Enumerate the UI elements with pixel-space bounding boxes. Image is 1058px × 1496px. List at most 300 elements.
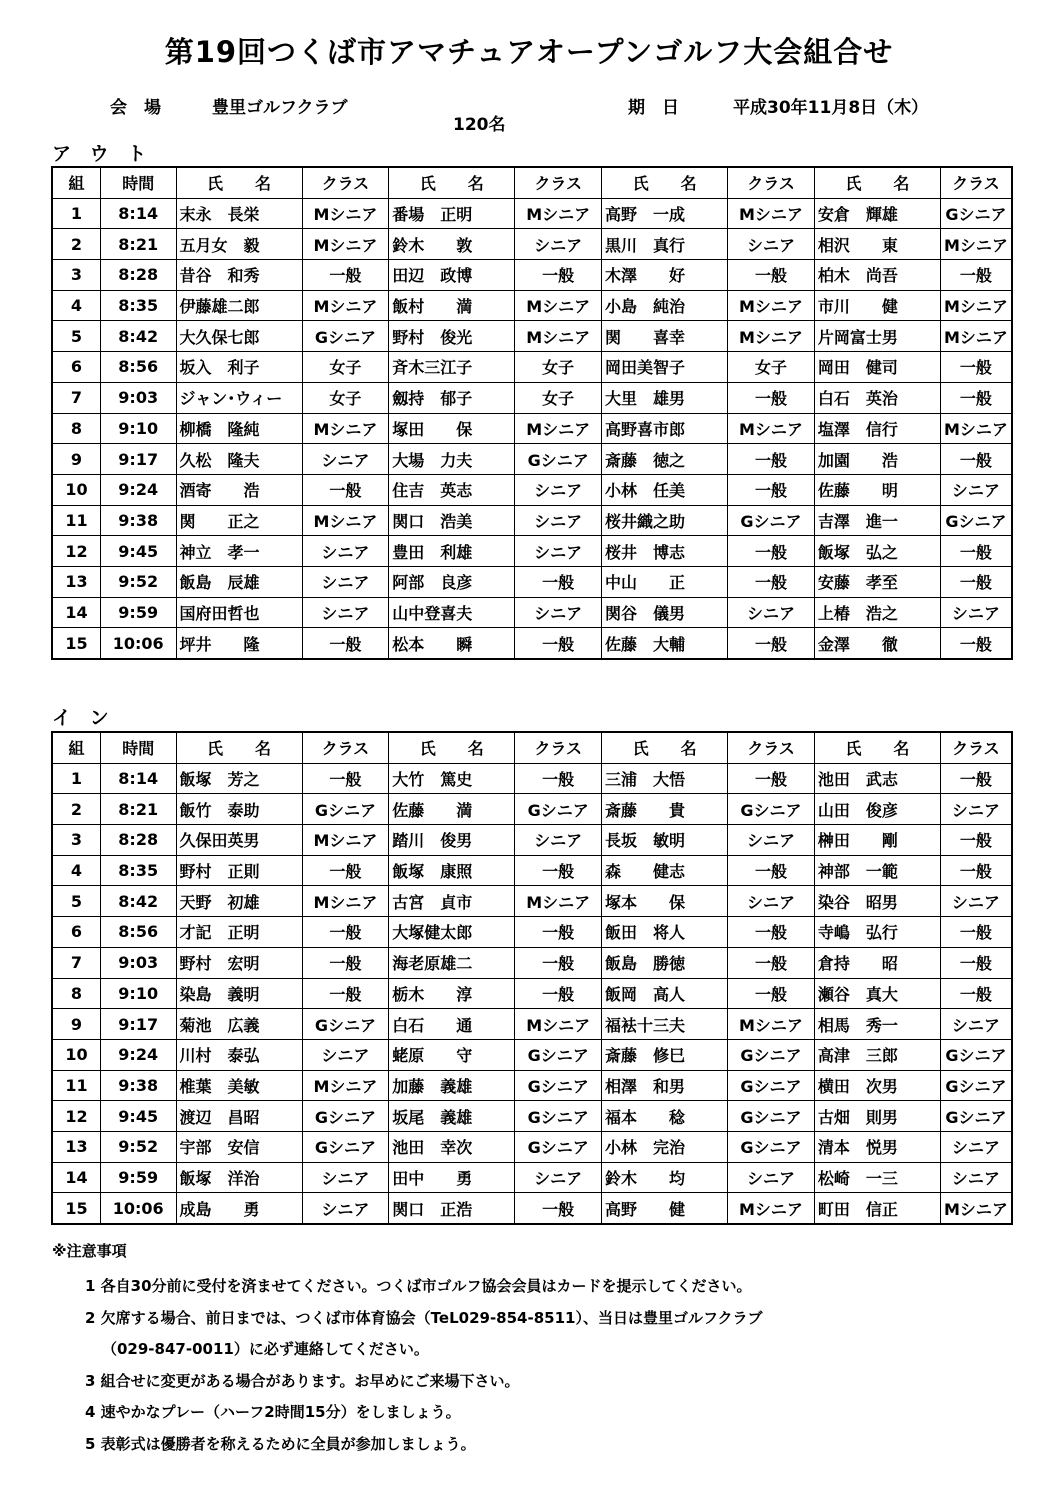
table-row	[52, 505, 1012, 536]
player-name: 神部 一範	[814, 855, 940, 886]
player-class: シニア	[302, 1193, 389, 1224]
player-name: 伊藤雄二郎	[176, 290, 302, 321]
player-class: 一般	[940, 825, 1012, 856]
player-name: 蛯原 守	[389, 1039, 515, 1070]
player-name: 宇部 安信	[176, 1131, 302, 1162]
player-class: Gシニア	[302, 1101, 389, 1132]
column-header: 氏 名	[389, 732, 515, 763]
group-number: 5	[52, 886, 100, 917]
player-class: 一般	[940, 978, 1012, 1009]
note-item: 5 表彰式は優勝者を称えるために全員が参加しましょう。	[85, 1434, 476, 1453]
player-class: Mシニア	[940, 229, 1012, 260]
player-class: シニア	[302, 536, 389, 567]
player-name: 飯田 将人	[602, 917, 728, 948]
column-header: クラス	[302, 732, 389, 763]
player-name: 五月女 毅	[176, 229, 302, 260]
player-name: 飯塚 洋治	[176, 1162, 302, 1193]
player-class: シニア	[515, 825, 602, 856]
player-name: 坪井 隆	[176, 628, 302, 659]
column-header: 組	[52, 167, 100, 198]
table-row	[52, 947, 1012, 978]
player-name: 野村 正則	[176, 855, 302, 886]
player-name: 中山 正	[602, 566, 728, 597]
column-header: 氏 名	[602, 167, 728, 198]
tee-time: 8:14	[100, 198, 176, 229]
player-class: 一般	[302, 917, 389, 948]
player-name: 松本 瞬	[389, 628, 515, 659]
player-class: シニア	[515, 229, 602, 260]
player-name: 斎藤 徳之	[602, 444, 728, 475]
group-number: 7	[52, 947, 100, 978]
player-class: Mシニア	[302, 290, 389, 321]
out-pairing-table	[51, 166, 1013, 660]
player-class: 一般	[515, 763, 602, 794]
player-class: Mシニア	[302, 505, 389, 536]
player-class: Gシニア	[302, 794, 389, 825]
table-row	[52, 413, 1012, 444]
group-number: 15	[52, 1193, 100, 1224]
player-name: 酒寄 浩	[176, 474, 302, 505]
player-class: 女子	[302, 382, 389, 413]
tee-time: 9:10	[100, 978, 176, 1009]
tee-time: 8:28	[100, 260, 176, 291]
group-number: 5	[52, 321, 100, 352]
player-name: 森 健志	[602, 855, 728, 886]
column-header: 氏 名	[814, 732, 940, 763]
player-class: Gシニア	[515, 1039, 602, 1070]
group-number: 9	[52, 444, 100, 475]
player-class: Gシニア	[728, 1131, 815, 1162]
player-name: ジャン･ウィー	[176, 382, 302, 413]
player-name: 野村 俊光	[389, 321, 515, 352]
player-class: 一般	[515, 566, 602, 597]
player-name: 飯島 勝徳	[602, 947, 728, 978]
player-name: 小林 任美	[602, 474, 728, 505]
group-number: 13	[52, 566, 100, 597]
notes-list	[52, 1271, 1012, 1460]
player-name: 山田 俊彦	[814, 794, 940, 825]
player-class: シニア	[728, 825, 815, 856]
player-name: 染島 義明	[176, 978, 302, 1009]
table-row	[52, 290, 1012, 321]
player-name: 横田 次男	[814, 1070, 940, 1101]
player-class: 一般	[728, 628, 815, 659]
table-row	[52, 536, 1012, 567]
player-class: 一般	[302, 763, 389, 794]
tee-time: 9:52	[100, 566, 176, 597]
tee-time: 9:59	[100, 597, 176, 628]
player-class: Mシニア	[728, 1193, 815, 1224]
player-class: 一般	[515, 1193, 602, 1224]
column-header: 時間	[100, 732, 176, 763]
player-class: 女子	[302, 352, 389, 383]
player-class: シニア	[302, 444, 389, 475]
player-class: 一般	[728, 763, 815, 794]
column-header: クラス	[728, 732, 815, 763]
group-number: 3	[52, 825, 100, 856]
tee-time: 8:14	[100, 763, 176, 794]
player-class: 女子	[515, 382, 602, 413]
table-row	[52, 855, 1012, 886]
player-name: 関口 正浩	[389, 1193, 515, 1224]
event-date: 平成30年11月8日（木）	[733, 98, 929, 118]
player-class: シニア	[302, 566, 389, 597]
player-class: シニア	[728, 229, 815, 260]
player-class: 一般	[940, 855, 1012, 886]
table-row	[52, 886, 1012, 917]
player-class: シニア	[515, 597, 602, 628]
player-name: 古畑 則男	[814, 1101, 940, 1132]
table-row	[52, 352, 1012, 383]
table-row	[52, 1009, 1012, 1040]
player-class: Mシニア	[515, 413, 602, 444]
player-name: 松崎 一三	[814, 1162, 940, 1193]
group-number: 6	[52, 917, 100, 948]
player-class: Gシニア	[728, 1039, 815, 1070]
tee-time: 8:28	[100, 825, 176, 856]
group-number: 1	[52, 198, 100, 229]
player-name: 瀬谷 真大	[814, 978, 940, 1009]
player-class: 一般	[515, 917, 602, 948]
table-row	[52, 1193, 1012, 1224]
in-section-label: イ ン	[52, 707, 115, 729]
player-class: Mシニア	[940, 321, 1012, 352]
player-class: シニア	[302, 1039, 389, 1070]
column-header: 氏 名	[814, 167, 940, 198]
player-name: 相馬 秀一	[814, 1009, 940, 1040]
player-class: 一般	[940, 917, 1012, 948]
player-class: 一般	[940, 536, 1012, 567]
tee-time: 9:17	[100, 444, 176, 475]
player-class: Mシニア	[302, 886, 389, 917]
player-name: 飯岡 高人	[602, 978, 728, 1009]
player-name: 岡田美智子	[602, 352, 728, 383]
player-name: 池田 武志	[814, 763, 940, 794]
player-name: 高野喜市郎	[602, 413, 728, 444]
player-name: 三浦 大悟	[602, 763, 728, 794]
player-class: Mシニア	[515, 1009, 602, 1040]
player-name: 染谷 昭男	[814, 886, 940, 917]
player-name: 才記 正明	[176, 917, 302, 948]
player-class: シニア	[515, 474, 602, 505]
group-number: 2	[52, 794, 100, 825]
player-name: 安藤 孝至	[814, 566, 940, 597]
player-name: 末永 長栄	[176, 198, 302, 229]
group-number: 2	[52, 229, 100, 260]
table-row	[52, 1039, 1012, 1070]
table-row	[52, 382, 1012, 413]
player-name: 飯塚 康照	[389, 855, 515, 886]
player-class: 一般	[728, 855, 815, 886]
player-name: 安倉 輝雄	[814, 198, 940, 229]
player-class: Mシニア	[302, 198, 389, 229]
table-row	[52, 444, 1012, 475]
player-name: 加藤 義雄	[389, 1070, 515, 1101]
player-class: 一般	[515, 855, 602, 886]
player-class: シニア	[728, 597, 815, 628]
player-class: Mシニア	[728, 1009, 815, 1040]
player-name: 佐藤 満	[389, 794, 515, 825]
player-name: 番場 正明	[389, 198, 515, 229]
player-class: Mシニア	[940, 1193, 1012, 1224]
player-class: 一般	[940, 382, 1012, 413]
venue-label: 会 場	[110, 98, 161, 118]
table-row	[52, 917, 1012, 948]
group-number: 11	[52, 1070, 100, 1101]
player-name: 福袪十三夫	[602, 1009, 728, 1040]
player-class: シニア	[940, 474, 1012, 505]
player-name: 川村 泰弘	[176, 1039, 302, 1070]
player-class: シニア	[515, 505, 602, 536]
player-name: 斉木三江子	[389, 352, 515, 383]
player-class: 一般	[302, 855, 389, 886]
table-row	[52, 1131, 1012, 1162]
player-name: 海老原雄二	[389, 947, 515, 978]
player-name: 関口 浩美	[389, 505, 515, 536]
column-header: クラス	[940, 167, 1012, 198]
player-class: 一般	[728, 474, 815, 505]
tee-time: 9:03	[100, 382, 176, 413]
player-name: 吉澤 進一	[814, 505, 940, 536]
tee-time: 8:42	[100, 886, 176, 917]
player-class: 一般	[728, 260, 815, 291]
player-class: Mシニア	[302, 825, 389, 856]
player-name: 柳橋 隆純	[176, 413, 302, 444]
tee-time: 9:38	[100, 505, 176, 536]
player-name: 白石 英治	[814, 382, 940, 413]
player-name: 渡辺 昌昭	[176, 1101, 302, 1132]
player-class: シニア	[940, 794, 1012, 825]
column-header: 時間	[100, 167, 176, 198]
group-number: 10	[52, 1039, 100, 1070]
player-class: Gシニア	[515, 444, 602, 475]
player-name: 大久保七郎	[176, 321, 302, 352]
player-class: Mシニア	[302, 1070, 389, 1101]
tee-time: 10:06	[100, 1193, 176, 1224]
player-class: 一般	[302, 947, 389, 978]
column-header: クラス	[302, 167, 389, 198]
group-number: 8	[52, 413, 100, 444]
column-header: クラス	[515, 732, 602, 763]
player-class: 一般	[940, 566, 1012, 597]
player-name: 相澤 和男	[602, 1070, 728, 1101]
header-row	[52, 732, 1012, 763]
player-name: 高野 一成	[602, 198, 728, 229]
player-class: Gシニア	[728, 794, 815, 825]
player-class: Gシニア	[515, 794, 602, 825]
player-name: 阿部 良彦	[389, 566, 515, 597]
player-name: 古宮 貞市	[389, 886, 515, 917]
table-row	[52, 1162, 1012, 1193]
column-header: 氏 名	[176, 167, 302, 198]
player-class: 一般	[940, 628, 1012, 659]
player-name: 高野 健	[602, 1193, 728, 1224]
column-header: クラス	[728, 167, 815, 198]
column-header: クラス	[940, 732, 1012, 763]
tee-time: 9:45	[100, 536, 176, 567]
header-row	[52, 167, 1012, 198]
player-class: Gシニア	[940, 505, 1012, 536]
in-pairing-table	[51, 731, 1013, 1225]
player-class: Gシニア	[302, 1131, 389, 1162]
player-name: 桜井織之助	[602, 505, 728, 536]
player-class: 一般	[940, 444, 1012, 475]
player-class: シニア	[940, 886, 1012, 917]
player-name: 久保田英男	[176, 825, 302, 856]
player-name: 山中登喜夫	[389, 597, 515, 628]
participant-count: 120名	[453, 115, 506, 135]
player-class: 一般	[302, 628, 389, 659]
note-item: 2 欠席する場合、前日までは、つくば市体育協会（TeL029-854-8511）、当日は豊里ゴルフクラブ	[85, 1308, 763, 1327]
player-name: 加園 浩	[814, 444, 940, 475]
player-class: Gシニア	[302, 1009, 389, 1040]
tee-time: 9:24	[100, 474, 176, 505]
player-name: 関 喜幸	[602, 321, 728, 352]
player-class: シニア	[940, 1009, 1012, 1040]
player-name: 寺嶋 弘行	[814, 917, 940, 948]
player-name: 野村 宏明	[176, 947, 302, 978]
player-name: 国府田哲也	[176, 597, 302, 628]
player-class: シニア	[940, 1162, 1012, 1193]
notes-title: ※注意事項	[52, 1242, 127, 1260]
player-name: 塩澤 信行	[814, 413, 940, 444]
table-row	[52, 628, 1012, 659]
player-name: 坂入 利子	[176, 352, 302, 383]
player-name: 福本 稔	[602, 1101, 728, 1132]
group-number: 1	[52, 763, 100, 794]
player-class: 一般	[515, 947, 602, 978]
player-class: Mシニア	[728, 321, 815, 352]
tee-time: 9:17	[100, 1009, 176, 1040]
table-row	[52, 597, 1012, 628]
player-class: 一般	[515, 628, 602, 659]
player-class: Mシニア	[515, 290, 602, 321]
player-name: 椎葉 美敏	[176, 1070, 302, 1101]
group-number: 10	[52, 474, 100, 505]
player-name: 飯村 満	[389, 290, 515, 321]
column-header: 氏 名	[602, 732, 728, 763]
player-name: 成島 勇	[176, 1193, 302, 1224]
player-name: 塚田 保	[389, 413, 515, 444]
player-name: 倉持 昭	[814, 947, 940, 978]
group-number: 14	[52, 597, 100, 628]
group-number: 11	[52, 505, 100, 536]
player-class: 一般	[940, 763, 1012, 794]
player-class: シニア	[515, 1162, 602, 1193]
player-name: 塚本 保	[602, 886, 728, 917]
player-class: 一般	[728, 566, 815, 597]
tee-time: 9:38	[100, 1070, 176, 1101]
player-name: 関 正之	[176, 505, 302, 536]
player-class: Gシニア	[940, 1070, 1012, 1101]
table-row	[52, 566, 1012, 597]
player-class: シニア	[302, 1162, 389, 1193]
player-class: シニア	[302, 597, 389, 628]
player-name: 久松 隆夫	[176, 444, 302, 475]
player-class: 一般	[728, 536, 815, 567]
player-class: シニア	[940, 1131, 1012, 1162]
player-name: 関谷 儀男	[602, 597, 728, 628]
group-number: 15	[52, 628, 100, 659]
player-class: Gシニア	[728, 505, 815, 536]
player-name: 大塚健太郎	[389, 917, 515, 948]
table-row	[52, 763, 1012, 794]
group-number: 4	[52, 855, 100, 886]
player-class: シニア	[728, 1162, 815, 1193]
column-header: 氏 名	[389, 167, 515, 198]
player-class: Gシニア	[728, 1101, 815, 1132]
group-number: 4	[52, 290, 100, 321]
player-class: Gシニア	[940, 198, 1012, 229]
player-class: Mシニア	[515, 321, 602, 352]
column-header: クラス	[515, 167, 602, 198]
player-class: Gシニア	[728, 1070, 815, 1101]
player-class: シニア	[515, 536, 602, 567]
player-name: 昔谷 和秀	[176, 260, 302, 291]
player-name: 田中 勇	[389, 1162, 515, 1193]
player-name: 田辺 政博	[389, 260, 515, 291]
player-name: 高津 三郎	[814, 1039, 940, 1070]
group-number: 9	[52, 1009, 100, 1040]
player-name: 飯竹 泰助	[176, 794, 302, 825]
player-name: 相沢 東	[814, 229, 940, 260]
player-name: 佐藤 大輔	[602, 628, 728, 659]
player-name: 白石 通	[389, 1009, 515, 1040]
player-name: 飯塚 弘之	[814, 536, 940, 567]
player-name: 榊田 剛	[814, 825, 940, 856]
player-name: 木澤 好	[602, 260, 728, 291]
player-class: 女子	[728, 352, 815, 383]
player-class: 一般	[515, 260, 602, 291]
player-name: 豊田 利雄	[389, 536, 515, 567]
player-name: 長坂 敏明	[602, 825, 728, 856]
note-item: 3 組合せに変更がある場合があります。お早めにご来場下さい。	[85, 1371, 520, 1390]
player-name: 坂尾 義雄	[389, 1101, 515, 1132]
player-class: Mシニア	[728, 413, 815, 444]
player-class: Gシニア	[515, 1070, 602, 1101]
note-item: 4 速やかなプレー（ハーフ2時間15分）をしましょう。	[85, 1403, 461, 1421]
group-number: 6	[52, 352, 100, 383]
group-number: 3	[52, 260, 100, 291]
group-number: 7	[52, 382, 100, 413]
tee-time: 8:21	[100, 229, 176, 260]
table-row	[52, 825, 1012, 856]
table-row	[52, 978, 1012, 1009]
player-name: 大場 力夫	[389, 444, 515, 475]
player-name: 清本 悦男	[814, 1131, 940, 1162]
tee-time: 8:56	[100, 352, 176, 383]
player-class: Mシニア	[515, 886, 602, 917]
group-number: 14	[52, 1162, 100, 1193]
notes-section	[52, 1240, 1012, 1460]
player-name: 鈴木 敦	[389, 229, 515, 260]
note-item: 1 各自30分前に受付を済ませてください。つくば市ゴルフ協会会員はカードを提示してください。	[85, 1277, 752, 1295]
player-class: 女子	[515, 352, 602, 383]
player-name: 劔持 郁子	[389, 382, 515, 413]
player-name: 踏川 俊男	[389, 825, 515, 856]
out-section-label: ア ウ ト	[52, 143, 153, 165]
column-header: 氏 名	[176, 732, 302, 763]
player-class: 一般	[728, 917, 815, 948]
table-row	[52, 321, 1012, 352]
player-class: 一般	[728, 978, 815, 1009]
tee-time: 9:45	[100, 1101, 176, 1132]
player-class: Mシニア	[728, 290, 815, 321]
player-class: 一般	[940, 260, 1012, 291]
tee-time: 9:59	[100, 1162, 176, 1193]
table-row	[52, 229, 1012, 260]
player-class: Gシニア	[940, 1039, 1012, 1070]
